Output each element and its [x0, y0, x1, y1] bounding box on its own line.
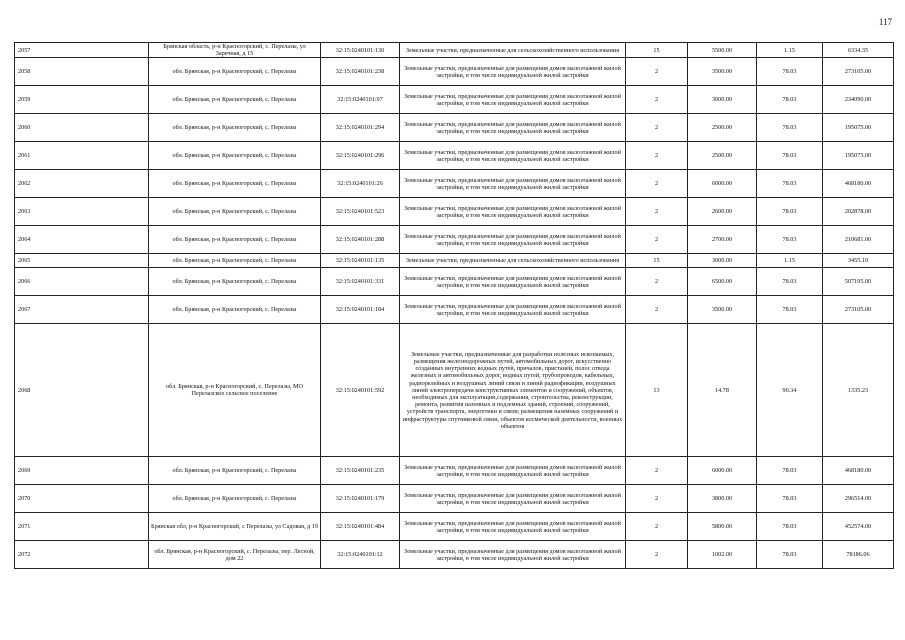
- use-group-cell: 2: [626, 170, 688, 198]
- table-row: [15, 268, 894, 296]
- specific-value-cell: 78.03: [757, 86, 823, 114]
- cadastral-value-cell: 468180.00: [823, 170, 894, 198]
- address-cell: обл. Брянская, р-н Красногорский, с. Перелазы: [149, 58, 321, 86]
- row-number: 2071: [15, 513, 149, 541]
- table-row: [15, 324, 894, 457]
- area-cell: 6000.00: [688, 457, 757, 485]
- cadastral-number-cell: 32:15:0240101:97: [321, 86, 400, 114]
- row-number: 2064: [15, 226, 149, 254]
- row-number: 2067: [15, 296, 149, 324]
- area-cell: 2500.00: [688, 114, 757, 142]
- cadastral-number-cell: 32:15:0240101:238: [321, 58, 400, 86]
- use-group-cell: 2: [626, 296, 688, 324]
- use-group-cell: 15: [626, 43, 688, 58]
- cadastral-value-cell: 202878.00: [823, 198, 894, 226]
- cadastral-value-cell: 78186.06: [823, 541, 894, 569]
- cadastral-value-cell: 273105.00: [823, 296, 894, 324]
- area-cell: 2700.00: [688, 226, 757, 254]
- specific-value-cell: 90.34: [757, 324, 823, 457]
- use-group-cell: 2: [626, 457, 688, 485]
- cadastral-value-cell: 468180.00: [823, 457, 894, 485]
- row-number: 2062: [15, 170, 149, 198]
- address-cell: обл. Брянская, р-н Красногорский, с. Перелазы: [149, 296, 321, 324]
- address-cell: Брянская область, р-н Красногорский, с. Перелазы, ул Заречная, д 15: [149, 43, 321, 58]
- specific-value-cell: 78.03: [757, 226, 823, 254]
- land-use-cell: Земельные участки, предназначенные для размещения домов малоэтажной жилой застройки, в том числе индивидуальной жилой застройки: [400, 485, 626, 513]
- use-group-cell: 2: [626, 198, 688, 226]
- table-row: [15, 86, 894, 114]
- cadastral-number-cell: 32:15:0240101:184: [321, 296, 400, 324]
- use-group-cell: 2: [626, 142, 688, 170]
- table-row: [15, 58, 894, 86]
- cadastral-number-cell: 32:15:0240101:296: [321, 142, 400, 170]
- row-number: 2069: [15, 457, 149, 485]
- specific-value-cell: 1.15: [757, 43, 823, 58]
- area-cell: 2500.00: [688, 142, 757, 170]
- land-use-cell: Земельные участки, предназначенные для размещения домов малоэтажной жилой застройки, в том числе индивидуальной жилой застройки: [400, 198, 626, 226]
- land-use-cell: Земельные участки, предназначенные для размещения домов малоэтажной жилой застройки, в том числе индивидуальной жилой застройки: [400, 58, 626, 86]
- row-number: 2057: [15, 43, 149, 58]
- specific-value-cell: 78.03: [757, 457, 823, 485]
- address-cell: обл. Брянская, р-н Красногорский, с. Перелазы, МО Перелазское сельское поселение: [149, 324, 321, 457]
- cadastral-value-cell: 6334.35: [823, 43, 894, 58]
- use-group-cell: 15: [626, 254, 688, 268]
- cadastral-value-cell: 210681.00: [823, 226, 894, 254]
- area-cell: 2600.00: [688, 198, 757, 226]
- cadastral-value-cell: 195075.00: [823, 142, 894, 170]
- table-row: [15, 513, 894, 541]
- specific-value-cell: 78.03: [757, 58, 823, 86]
- land-use-cell: Земельные участки, предназначенные для размещения домов малоэтажной жилой застройки, в том числе индивидуальной жилой застройки: [400, 142, 626, 170]
- row-number: 2061: [15, 142, 149, 170]
- row-number: 2068: [15, 324, 149, 457]
- land-use-cell: Земельные участки, предназначенные для размещения домов малоэтажной жилой застройки, в том числе индивидуальной жилой застройки: [400, 86, 626, 114]
- cadastral-number-cell: 32:15:0240101:523: [321, 198, 400, 226]
- page-number: 117: [878, 17, 892, 27]
- area-cell: 3000.00: [688, 86, 757, 114]
- cadastral-value-cell: 452574.00: [823, 513, 894, 541]
- address-cell: обл. Брянская, р-н Красногорский, с. Перелазы: [149, 457, 321, 485]
- cadastral-number-cell: 32:15:0240101:130: [321, 43, 400, 58]
- land-use-cell: Земельные участки, предназначенные для размещения домов малоэтажной жилой застройки, в том числе индивидуальной жилой застройки: [400, 114, 626, 142]
- use-group-cell: 2: [626, 268, 688, 296]
- land-use-cell: Земельные участки, предназначенные для размещения домов малоэтажной жилой застройки, в том числе индивидуальной жилой застройки: [400, 513, 626, 541]
- cadastral-number-cell: 32:15:0240101:592: [321, 324, 400, 457]
- use-group-cell: 2: [626, 513, 688, 541]
- area-cell: 5800.00: [688, 513, 757, 541]
- cadastral-value-cell: 273105.00: [823, 58, 894, 86]
- table-row: [15, 485, 894, 513]
- cadastral-number-cell: 32:15:0240101:179: [321, 485, 400, 513]
- address-cell: обл. Брянская, р-н Красногорский, с. Перелазы: [149, 268, 321, 296]
- cadastral-value-cell: 195075.00: [823, 114, 894, 142]
- address-cell: обл. Брянская, р-н Красногорский, с. Перелазы: [149, 114, 321, 142]
- table-row: [15, 296, 894, 324]
- specific-value-cell: 78.03: [757, 268, 823, 296]
- area-cell: 3500.00: [688, 296, 757, 324]
- address-cell: обл. Брянская, р-н Красногорский, с. Перелазы: [149, 485, 321, 513]
- land-use-cell: Земельные участки, предназначенные для размещения домов малоэтажной жилой застройки, в том числе индивидуальной жилой застройки: [400, 457, 626, 485]
- row-number: 2072: [15, 541, 149, 569]
- specific-value-cell: 1.15: [757, 254, 823, 268]
- cadastral-value-cell: 1335.23: [823, 324, 894, 457]
- address-cell: обл. Брянская, р-н Красногорский, с. Перелазы: [149, 254, 321, 268]
- use-group-cell: 2: [626, 226, 688, 254]
- land-use-cell: Земельные участки, предназначенные для сельскохозяйственного использования: [400, 43, 626, 58]
- row-number: 2066: [15, 268, 149, 296]
- table-row: [15, 198, 894, 226]
- area-cell: 3500.00: [688, 58, 757, 86]
- specific-value-cell: 78.03: [757, 513, 823, 541]
- cadastral-value-cell: 3455.10: [823, 254, 894, 268]
- cadastral-number-cell: 32:15:0240101:12: [321, 541, 400, 569]
- specific-value-cell: 78.03: [757, 198, 823, 226]
- area-cell: 6500.00: [688, 268, 757, 296]
- table-row: [15, 541, 894, 569]
- address-cell: обл. Брянская, р-н Красногорский, с. Перелазы: [149, 86, 321, 114]
- address-cell: обл. Брянская, р-н Красногорский, с. Перелазы: [149, 198, 321, 226]
- land-use-cell: Земельные участки, предназначенные для разработки полезных ископаемых, размещения железнодорожных путей, автомобильных дорог, искусственно созданных внутренних водных путей, причалов, пристаней, полос отвода железных и автомобильных дорог, водных путей, трубопроводов, кабельных, радиорелейных и воздушных линий связи и линий радиофикации, воздушных линий электропередачи конструктивных элементов и сооружений, объектов, необходимых для эксплуатации,содержания, строительства, реконструкции, ремонта, развития наземных и подземных зданий, строений, сооружений, устройств транспорта, энергетики и связи; размещения наземных сооружений и инфраструктуры спутниковой связи, объектов космической деятельности, военных объектов: [400, 324, 626, 457]
- cadastral-number-cell: 32:15:0240101:235: [321, 457, 400, 485]
- row-number: 2060: [15, 114, 149, 142]
- table-row: [15, 142, 894, 170]
- table-row: [15, 226, 894, 254]
- address-cell: Брянская обл, р-н Красногорский, с Перелазы, ул Садовая, д 19: [149, 513, 321, 541]
- land-use-cell: Земельные участки, предназначенные для размещения домов малоэтажной жилой застройки, в том числе индивидуальной жилой застройки: [400, 170, 626, 198]
- cadastral-number-cell: 32:15:0240101:288: [321, 226, 400, 254]
- land-use-cell: Земельные участки, предназначенные для сельскохозяйственного использования: [400, 254, 626, 268]
- specific-value-cell: 78.03: [757, 142, 823, 170]
- cadastral-value-cell: 234090.00: [823, 86, 894, 114]
- area-cell: 14.78: [688, 324, 757, 457]
- table-row: [15, 43, 894, 58]
- cadastral-registry-table: [14, 42, 894, 569]
- table-row: [15, 457, 894, 485]
- area-cell: 1002.00: [688, 541, 757, 569]
- cadastral-number-cell: 32:15:0240101:135: [321, 254, 400, 268]
- address-cell: обл. Брянская, р-н Красногорский, с. Перелазы, пер. Лесной, дом 22: [149, 541, 321, 569]
- specific-value-cell: 78.03: [757, 114, 823, 142]
- address-cell: обл. Брянская, р-н Красногорский, с. Перелазы: [149, 170, 321, 198]
- use-group-cell: 2: [626, 86, 688, 114]
- row-number: 2058: [15, 58, 149, 86]
- cadastral-value-cell: 507195.00: [823, 268, 894, 296]
- table-row: [15, 170, 894, 198]
- row-number: 2070: [15, 485, 149, 513]
- row-number: 2063: [15, 198, 149, 226]
- use-group-cell: 2: [626, 114, 688, 142]
- area-cell: 3000.00: [688, 254, 757, 268]
- specific-value-cell: 78.03: [757, 296, 823, 324]
- row-number: 2065: [15, 254, 149, 268]
- land-use-cell: Земельные участки, предназначенные для размещения домов малоэтажной жилой застройки, в том числе индивидуальной жилой застройки: [400, 226, 626, 254]
- area-cell: 5500.00: [688, 43, 757, 58]
- use-group-cell: 13: [626, 324, 688, 457]
- land-use-cell: Земельные участки, предназначенные для размещения домов малоэтажной жилой застройки, в том числе индивидуальной жилой застройки: [400, 268, 626, 296]
- land-use-cell: Земельные участки, предназначенные для размещения домов малоэтажной жилой застройки, в том числе индивидуальной жилой застройки: [400, 296, 626, 324]
- specific-value-cell: 78.03: [757, 541, 823, 569]
- address-cell: обл. Брянская, р-н Красногорский, с. Перелазы: [149, 226, 321, 254]
- cadastral-number-cell: 32:15:0240101:294: [321, 114, 400, 142]
- specific-value-cell: 78.03: [757, 170, 823, 198]
- table-row: [15, 254, 894, 268]
- cadastral-number-cell: 32:15:0240101:484: [321, 513, 400, 541]
- area-cell: 3800.00: [688, 485, 757, 513]
- cadastral-number-cell: 32:15:0240101:26: [321, 170, 400, 198]
- table-body: [15, 43, 894, 569]
- land-use-cell: Земельные участки, предназначенные для размещения домов малоэтажной жилой застройки, в том числе индивидуальной жилой застройки: [400, 541, 626, 569]
- area-cell: 6000.00: [688, 170, 757, 198]
- cadastral-number-cell: 32:15:0240101:331: [321, 268, 400, 296]
- use-group-cell: 2: [626, 541, 688, 569]
- use-group-cell: 2: [626, 485, 688, 513]
- use-group-cell: 2: [626, 58, 688, 86]
- row-number: 2059: [15, 86, 149, 114]
- specific-value-cell: 78.03: [757, 485, 823, 513]
- cadastral-value-cell: 296514.00: [823, 485, 894, 513]
- table-row: [15, 114, 894, 142]
- address-cell: обл. Брянская, р-н Красногорский, с. Перелазы: [149, 142, 321, 170]
